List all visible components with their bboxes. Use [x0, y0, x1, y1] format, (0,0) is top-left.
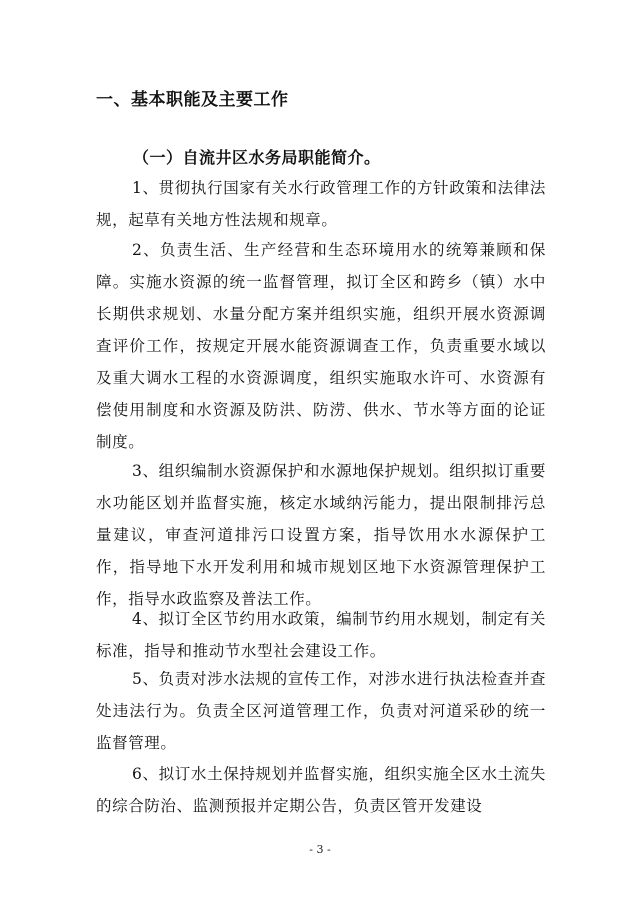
paragraph-5: 5、负责对涉水法规的宣传工作，对涉水进行执法检查并查处违法行为。负责全区河道管理工作，负责对河道采砂的统一监督管理。 — [96, 670, 546, 752]
paragraph-2: 2、负责生活、生产经营和生态环境用水的统筹兼顾和保障。实施水资源的统一监督管理，拟订全区和跨乡（镇）水中长期供求规划、水量分配方案并组织实施，组织开展水资源调查评价工作，按规定开展水能资源调查工作，负责重要水域以及重大调水工程的水资源调度，组织实施取水许可、水资源有偿使用制度和水资源及防洪、防涝、供水、节水等方面的论证制度。 — [96, 241, 546, 451]
paragraph-3: 3、组织编制水资源保护和水源地保护规划。组织拟订重要水功能区划并监督实施，核定水域纳污能力，提出限制排污总量建议，审查河道排污口设置方案，指导饮用水水源保护工作，指导地下水开发利用和城市规划区地下水资源管理保护工作，指导水政监察及普法工作。 — [96, 462, 546, 608]
paragraph-1: 1、贯彻执行国家有关水行政管理工作的方针政策和法律法规，起草有关地方性法规和规章。 — [96, 179, 546, 229]
subsection-heading: （一）自流井区水务局职能简介。 — [133, 148, 381, 167]
paragraph-6: 6、拟订水土保持规划并监督实施，组织实施全区水土流失的综合防治、监测预报并定期公告，负责区管开发建设 — [96, 765, 546, 815]
section-heading: 一、基本职能及主要工作 — [96, 90, 289, 110]
page-number: - 3 - — [309, 843, 331, 856]
paragraph-4: 4、拟订全区节约用水政策，编制节约用水规划，制定有关标准，指导和推动节水型社会建设工作。 — [96, 610, 546, 660]
